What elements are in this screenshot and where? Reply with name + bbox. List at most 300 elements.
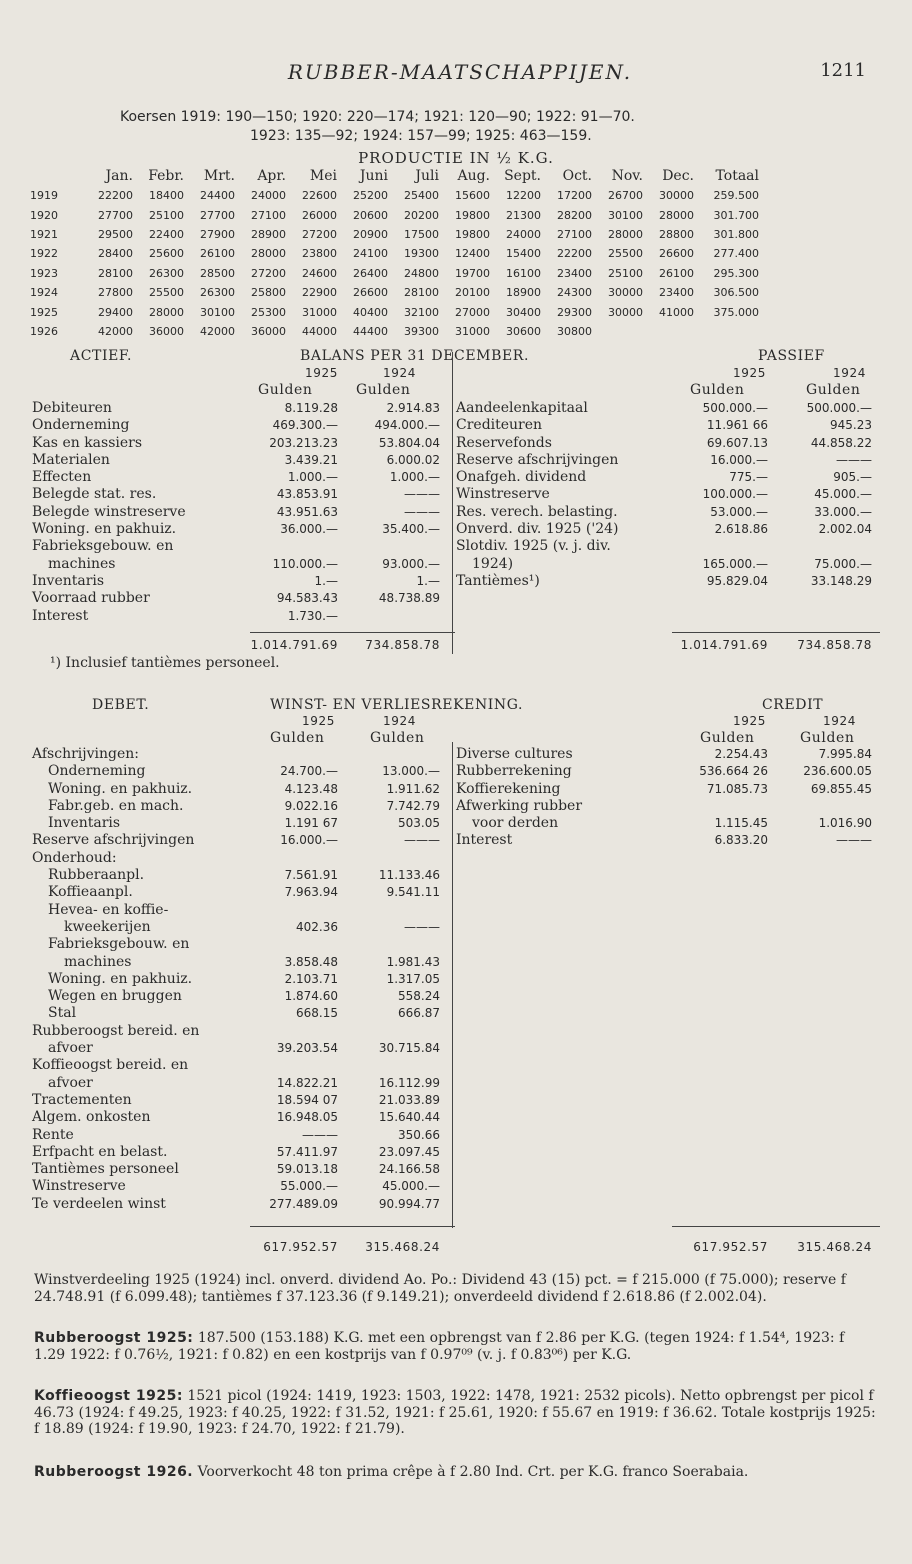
account-row — [32, 538, 452, 555]
amount-current: 57.411.97 — [276, 1144, 338, 1159]
value-cell: 15600 — [455, 189, 490, 203]
amount-previous: 35.400.— — [382, 522, 440, 537]
koersen-line-1: Koersen 1919: 190—150; 1920: 220—174; 1921: 120—90; 1922: 91—70. — [120, 109, 635, 125]
year-cell: 1921 — [30, 227, 58, 241]
account-row — [32, 850, 452, 867]
value-cell: 28400 — [98, 247, 133, 261]
value-cell: 22900 — [302, 286, 337, 300]
year-cell: 1925 — [30, 305, 58, 319]
value-cell: 24100 — [353, 247, 388, 261]
amount-previous: 15.640.44 — [378, 1110, 440, 1125]
account-label: Te verdeelen winst — [32, 1195, 166, 1212]
account-label: Reserve afschrijvingen — [456, 451, 619, 468]
amount-current: 59.013.18 — [276, 1162, 338, 1177]
table-row — [30, 302, 759, 321]
value-cell: 30000 — [608, 286, 643, 300]
amount-current: 203.213.23 — [269, 435, 338, 450]
account-row — [456, 417, 880, 434]
value-cell: 26100 — [659, 266, 694, 280]
account-label: Fabr.geb. en mach. — [48, 797, 184, 814]
value-cell: 28000 — [251, 247, 286, 261]
account-label: Afschrijvingen: — [32, 746, 139, 762]
debet-list — [32, 746, 452, 1213]
amount-previous: 494.000.— — [374, 418, 440, 433]
amount-current: 1.— — [314, 573, 338, 588]
winst-unit-credit-a: Gulden — [700, 730, 755, 746]
value-cell: 30800 — [557, 324, 592, 338]
amount-previous: 500.000.— — [806, 401, 872, 415]
value-cell — [643, 322, 694, 341]
amount-current: 277.489.09 — [269, 1196, 338, 1211]
account-label: Voorraad rubber — [32, 590, 150, 607]
actief-label: ACTIEF. — [70, 348, 133, 364]
account-row — [32, 504, 452, 521]
account-row — [456, 469, 880, 486]
value-cell: 27700 — [200, 208, 235, 222]
amount-previous: 350.66 — [398, 1127, 440, 1142]
account-row — [32, 452, 452, 469]
account-row — [456, 521, 880, 538]
amount-previous: 905.— — [833, 470, 872, 485]
balans-total-actief-b: 734.858.78 — [365, 638, 440, 652]
account-row — [32, 988, 452, 1005]
month-header: Mei — [309, 168, 337, 184]
amount-current: 16.948.05 — [276, 1110, 338, 1125]
account-row — [32, 1040, 452, 1057]
year-cell: 1920 — [30, 208, 58, 222]
account-label: Winstreserve — [32, 1178, 126, 1195]
value-cell: 18900 — [506, 286, 541, 300]
balans-year-passief-a: 1925 — [733, 366, 766, 380]
table-row — [30, 322, 759, 341]
account-label: Debiteuren — [32, 400, 112, 416]
value-cell: 19800 — [455, 208, 490, 222]
value-cell: 23400 — [659, 286, 694, 300]
amount-previous: 666.87 — [398, 1006, 440, 1021]
account-label: kweekerijen — [64, 918, 151, 935]
account-row — [32, 884, 452, 901]
amount-previous: ——— — [404, 919, 440, 934]
account-row — [32, 832, 452, 849]
account-row — [32, 469, 452, 486]
koersen-block — [120, 108, 635, 146]
account-label: 1924) — [472, 555, 514, 572]
value-cell: 25100 — [149, 208, 184, 222]
account-label: Diverse cultures — [456, 746, 573, 762]
value-cell: 25400 — [404, 189, 439, 203]
amount-previous: ——— — [404, 487, 440, 502]
value-cell: 30400 — [506, 305, 541, 319]
value-cell: 30000 — [608, 305, 643, 319]
account-label: Erfpacht en belast. — [32, 1143, 168, 1160]
amount-current: 165.000.— — [702, 556, 768, 571]
month-header: Febr. — [148, 168, 184, 184]
winst-divider — [452, 742, 453, 1228]
amount-previous: 236.600.05 — [803, 764, 872, 779]
account-label: afvoer — [48, 1040, 93, 1057]
koffieoogst-paragraph — [34, 1388, 879, 1438]
month-header: Dec. — [662, 168, 694, 184]
account-row — [456, 832, 880, 849]
month-header: Mrt. — [203, 168, 235, 184]
account-row — [456, 763, 880, 780]
amount-previous: 558.24 — [398, 989, 440, 1004]
account-label: Woning. en pakhuiz. — [32, 521, 177, 538]
account-row — [32, 1196, 452, 1213]
amount-previous: 69.855.45 — [810, 781, 872, 796]
winst-total-rule-right — [672, 1226, 880, 1227]
value-cell: 26100 — [200, 247, 235, 261]
account-label: Onderhoud: — [32, 849, 117, 866]
account-row — [32, 746, 452, 763]
balans-year-passief-b: 1924 — [833, 366, 866, 380]
value-cell: 27900 — [200, 227, 235, 241]
koffieoogst-heading: Koffieoogst 1925: — [34, 1388, 183, 1404]
rubberoogst-1926-paragraph — [34, 1464, 879, 1481]
value-cell: 30100 — [608, 208, 643, 222]
month-header: Totaal — [715, 168, 759, 184]
amount-current: ——— — [302, 1127, 338, 1142]
account-label: Materialen — [32, 451, 110, 468]
account-row — [32, 867, 452, 884]
value-cell: 27000 — [455, 305, 490, 319]
balans-year-actief-b: 1924 — [383, 366, 416, 380]
account-label: Inventaris — [48, 815, 121, 832]
amount-current: 53.000.— — [710, 504, 768, 519]
amount-previous: 21.033.89 — [378, 1092, 440, 1107]
value-cell: 295.300 — [713, 266, 759, 280]
month-header: Nov. — [611, 168, 643, 184]
winstverdeeling-paragraph: Winstverdeeling 1925 (1924) incl. onverd. dividend Ao. Po.: Dividend 43 (15) pct. = f 215.000 (f 75.000); reserve f 24.748.91 (f 6.099.48); tantièmes f 37.123.36 (f 9.149.21); onverdeeld dividend f 2.618.86 (f 2.002.04). — [34, 1272, 846, 1305]
value-cell: 42000 — [98, 324, 133, 338]
account-row — [456, 538, 880, 555]
account-row — [32, 763, 452, 780]
account-row — [32, 936, 452, 953]
amount-current: 536.664 26 — [699, 764, 768, 779]
value-cell: 25200 — [353, 189, 388, 203]
value-cell: 19700 — [455, 266, 490, 280]
table-row — [30, 186, 759, 205]
amount-current: 36.000.— — [280, 522, 338, 537]
balans-year-actief-a: 1925 — [305, 366, 338, 380]
debet-label: DEBET. — [92, 697, 150, 713]
account-label: Interest — [456, 832, 513, 849]
passief-label: PASSIEF — [758, 348, 825, 364]
account-label: Hevea- en koffie- — [48, 901, 169, 918]
value-cell: 301.700 — [713, 208, 759, 222]
amount-current: 2.618.86 — [714, 522, 768, 537]
account-row — [32, 521, 452, 538]
account-label: Onverd. div. 1925 ('24) — [456, 521, 619, 538]
winst-year-debet-a: 1925 — [302, 714, 335, 728]
account-label: Tractementen — [32, 1091, 132, 1108]
amount-previous: 53.804.04 — [378, 435, 440, 450]
account-label: Stal — [48, 1005, 77, 1022]
value-cell: 29500 — [98, 227, 133, 241]
value-cell: 25600 — [149, 247, 184, 261]
amount-previous: 2.002.04 — [818, 522, 872, 537]
amount-previous: 9.541.11 — [386, 885, 440, 900]
balans-title: BALANS PER 31 DECEMBER. — [300, 348, 530, 364]
amount-previous: 945.23 — [830, 418, 872, 433]
account-label: Fabrieksgebouw. en — [32, 538, 174, 555]
table-row — [30, 264, 759, 283]
value-cell: 36000 — [251, 324, 286, 338]
amount-previous: 503.05 — [398, 816, 440, 831]
amount-current: 1.191 67 — [284, 816, 338, 831]
amount-previous: 90.994.77 — [378, 1196, 440, 1211]
value-cell: 25300 — [251, 305, 286, 319]
account-row — [32, 1109, 452, 1126]
value-cell: 42000 — [200, 324, 235, 338]
value-cell: 25800 — [251, 286, 286, 300]
balans-total-rule-left — [250, 632, 455, 633]
value-cell: 22400 — [149, 227, 184, 241]
year-header — [30, 168, 82, 186]
account-row — [456, 815, 880, 832]
value-cell: 27200 — [251, 266, 286, 280]
balans-divider — [452, 352, 453, 654]
account-row — [456, 435, 880, 452]
month-header: Oct. — [562, 168, 592, 184]
value-cell — [592, 322, 643, 341]
amount-current: 8.119.28 — [284, 401, 338, 415]
value-cell: 28800 — [659, 227, 694, 241]
account-row — [456, 781, 880, 798]
month-header: Juni — [359, 168, 388, 184]
amount-current: 9.022.16 — [284, 798, 338, 813]
actief-list — [32, 400, 452, 625]
page-header — [0, 58, 912, 88]
balans-total-passief-b: 734.858.78 — [797, 638, 872, 652]
amount-previous: 75.000.— — [814, 556, 872, 571]
amount-current: 7.561.91 — [284, 868, 338, 883]
value-cell: 19300 — [404, 247, 439, 261]
amount-current: 402.36 — [296, 919, 338, 934]
account-label: Koffieoogst bereid. en — [32, 1057, 189, 1074]
value-cell: 26400 — [353, 266, 388, 280]
value-cell: 24800 — [404, 266, 439, 280]
value-cell: 31000 — [455, 324, 490, 338]
account-label: Woning. en pakhuiz. — [48, 970, 193, 987]
account-row — [456, 573, 880, 590]
amount-previous: 1.911.62 — [386, 781, 440, 796]
account-label: Tantièmes¹) — [456, 572, 540, 589]
account-row — [32, 781, 452, 798]
year-cell: 1919 — [30, 189, 58, 203]
amount-current: 69.607.13 — [706, 435, 768, 450]
credit-list — [456, 746, 880, 850]
productie-table — [30, 168, 759, 341]
value-cell: 25500 — [608, 247, 643, 261]
value-cell: 375.000 — [713, 305, 759, 319]
amount-current: 43.853.91 — [276, 487, 338, 502]
amount-previous: 44.858.22 — [810, 435, 872, 450]
amount-current: 94.583.43 — [276, 591, 338, 606]
amount-current: 469.300.— — [272, 418, 338, 433]
value-cell: 22600 — [302, 189, 337, 203]
amount-previous: 45.000.— — [382, 1179, 440, 1194]
amount-previous: ——— — [836, 452, 872, 467]
value-cell: 28000 — [608, 227, 643, 241]
rubberoogst-heading: Rubberoogst 1925: — [34, 1330, 194, 1346]
amount-previous: 11.133.46 — [378, 868, 440, 883]
amount-previous: ——— — [404, 833, 440, 848]
month-header: Sept. — [504, 168, 541, 184]
value-cell: 18400 — [149, 189, 184, 203]
account-row — [32, 608, 452, 625]
amount-current: 1.874.60 — [284, 989, 338, 1004]
amount-previous: 24.166.58 — [378, 1162, 440, 1177]
account-row — [32, 486, 452, 503]
value-cell: 21300 — [506, 208, 541, 222]
amount-current: 1.115.45 — [714, 816, 768, 831]
value-cell: 28000 — [659, 208, 694, 222]
account-label: voor derden — [472, 815, 559, 832]
account-label: machines — [48, 555, 116, 572]
winst-total-credit-a: 617.952.57 — [693, 1240, 768, 1254]
amount-current: 16.000.— — [710, 452, 768, 467]
value-cell: 29300 — [557, 305, 592, 319]
balans-unit-actief-a: Gulden — [258, 382, 313, 398]
amount-current: 1.730.— — [287, 608, 338, 623]
amount-previous: 33.148.29 — [810, 573, 872, 588]
value-cell: 24600 — [302, 266, 337, 280]
winst-year-credit-a: 1925 — [733, 714, 766, 728]
account-row — [32, 400, 452, 417]
value-cell: 22200 — [557, 247, 592, 261]
amount-current: 6.833.20 — [714, 833, 768, 848]
balans-footnote: ¹) Inclusief tantièmes personeel. — [50, 655, 280, 671]
value-cell: 36000 — [149, 324, 184, 338]
account-label: Koffieaanpl. — [48, 884, 133, 901]
amount-current: 2.254.43 — [714, 747, 768, 761]
winst-unit-debet-a: Gulden — [270, 730, 325, 746]
value-cell: 17200 — [557, 189, 592, 203]
account-label: Tantièmes personeel — [32, 1161, 179, 1178]
winst-total-debet-b: 315.468.24 — [365, 1240, 440, 1254]
value-cell: 31000 — [302, 305, 337, 319]
value-cell: 30000 — [659, 189, 694, 203]
productie-title: PRODUCTIE IN ½ K.G. — [358, 149, 554, 167]
winst-year-debet-b: 1924 — [383, 714, 416, 728]
value-cell: 27200 — [302, 227, 337, 241]
value-cell: 28500 — [200, 266, 235, 280]
value-cell: 20600 — [353, 208, 388, 222]
account-row — [32, 902, 452, 919]
rubberoogst-1926-text: Voorverkocht 48 ton prima crêpe à f 2.80 Ind. Crt. per K.G. franco Soerabaia. — [193, 1464, 749, 1480]
account-label: Onafgeh. dividend — [456, 469, 587, 486]
amount-previous: 23.097.45 — [378, 1144, 440, 1159]
account-label: Onderneming — [32, 417, 130, 434]
amount-current: 18.594 07 — [276, 1092, 338, 1107]
amount-previous: 7.742.79 — [386, 798, 440, 813]
account-row — [32, 573, 452, 590]
winst-total-rule-left — [250, 1226, 455, 1227]
account-row — [456, 798, 880, 815]
account-label: Reserve afschrijvingen — [32, 832, 195, 849]
value-cell: 26300 — [149, 266, 184, 280]
amount-previous: 1.000.— — [389, 470, 440, 485]
amount-current: 71.085.73 — [706, 781, 768, 796]
passief-list — [456, 400, 880, 590]
value-cell: 27100 — [251, 208, 286, 222]
section-title: RUBBER-MAATSCHAPPIJEN. — [287, 60, 633, 84]
amount-previous: 93.000.— — [382, 556, 440, 571]
value-cell: 24300 — [557, 286, 592, 300]
value-cell: 39300 — [404, 324, 439, 338]
balans-unit-passief-a: Gulden — [690, 382, 745, 398]
amount-current: 43.951.63 — [276, 504, 338, 519]
amount-current: 16.000.— — [280, 833, 338, 848]
account-row — [456, 452, 880, 469]
amount-current: 7.963.94 — [284, 885, 338, 900]
amount-previous: ——— — [836, 833, 872, 848]
value-cell: 44400 — [353, 324, 388, 338]
account-label: Interest — [32, 607, 89, 624]
account-row — [456, 746, 880, 763]
value-cell: 44000 — [302, 324, 337, 338]
amount-current: 775.— — [729, 470, 768, 485]
value-cell: 20200 — [404, 208, 439, 222]
amount-current: 55.000.— — [280, 1179, 338, 1194]
value-cell: 32100 — [404, 305, 439, 319]
value-cell: 301.800 — [713, 227, 759, 241]
value-cell: 12200 — [506, 189, 541, 203]
year-cell: 1924 — [30, 286, 58, 300]
value-cell: 12400 — [455, 247, 490, 261]
amount-current: 3.439.21 — [284, 452, 338, 467]
amount-previous: 6.000.02 — [386, 452, 440, 467]
table-row — [30, 205, 759, 224]
account-row — [32, 1178, 452, 1195]
value-cell: 23800 — [302, 247, 337, 261]
value-cell: 25500 — [149, 286, 184, 300]
value-cell: 20100 — [455, 286, 490, 300]
amount-current: 1.000.— — [287, 470, 338, 485]
koffieoogst-text: 1521 picol (1924: 1419, 1923: 1503, 1922: 1478, 1921: 2532 picols). Netto opbrengst per picol f 46.73 (1924: f 49.25, 1923: f 40.25, 1922: f 31.52, 1921: f 25.61, 1920: f 55.67 en 1919: f 36.62. Totale kostprijs 1925: f 18.89 (1924: f 19.90, 1923: f 24.70, 1922: f 21.79). — [34, 1388, 876, 1437]
amount-previous: 33.000.— — [814, 504, 872, 519]
value-cell: 28100 — [98, 266, 133, 280]
account-label: Aandeelenkapitaal — [456, 400, 588, 416]
winst-title: WINST- EN VERLIESREKENING. — [270, 697, 524, 713]
year-cell: 1926 — [30, 324, 58, 338]
amount-previous: 1.016.90 — [818, 816, 872, 831]
amount-current: 24.700.— — [280, 764, 338, 779]
amount-current: 95.829.04 — [706, 573, 768, 588]
value-cell: 26000 — [302, 208, 337, 222]
account-label: Effecten — [32, 469, 92, 486]
account-row — [32, 954, 452, 971]
value-cell: 19800 — [455, 227, 490, 241]
amount-current: 2.103.71 — [284, 971, 338, 986]
account-label: Onderneming — [48, 763, 146, 780]
rubberoogst-1926-heading: Rubberoogst 1926. — [34, 1464, 194, 1480]
value-cell: 41000 — [659, 305, 694, 319]
account-row — [32, 417, 452, 434]
account-row — [456, 504, 880, 521]
amount-current: 500.000.— — [702, 401, 768, 415]
amount-previous: 7.995.84 — [818, 747, 872, 761]
value-cell: 28900 — [251, 227, 286, 241]
amount-previous: 1.317.05 — [386, 971, 440, 986]
account-label: Rubberoogst bereid. en — [32, 1022, 200, 1039]
account-label: Woning. en pakhuiz. — [48, 780, 193, 797]
value-cell: 24000 — [251, 189, 286, 203]
account-label: Belegde winstreserve — [32, 503, 186, 520]
value-cell: 28200 — [557, 208, 592, 222]
month-header: Jan. — [105, 168, 133, 184]
